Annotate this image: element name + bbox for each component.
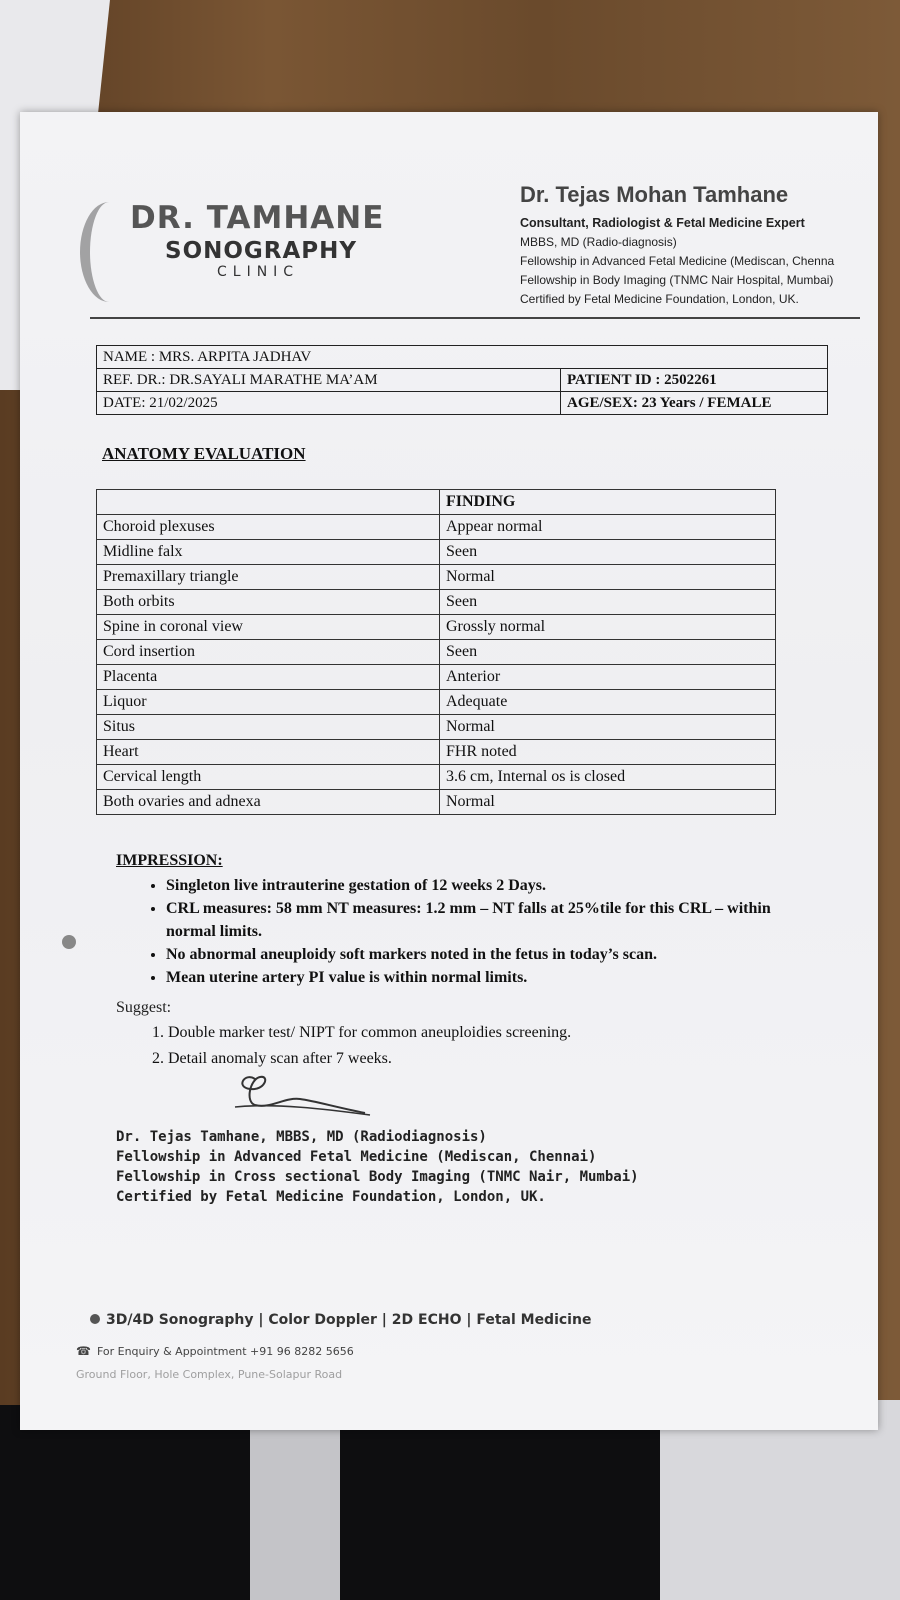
table-row <box>97 715 776 740</box>
anatomy-finding: Appear normal <box>440 515 776 540</box>
header-divider <box>90 317 860 319</box>
table-header-blank <box>97 490 440 515</box>
doctor-degree: MBBS, MD (Radio-diagnosis) <box>520 235 677 249</box>
list-item: 1. Double marker test/ NIPT for common aneuploidies screening. <box>168 1020 571 1046</box>
services-icon <box>90 1314 100 1324</box>
doctor-fellowship-2: Fellowship in Body Imaging (TNMC Nair Hospital, Mumbai) <box>520 273 834 287</box>
table-row <box>97 790 776 815</box>
signature-line-3: Fellowship in Cross sectional Body Imaging (TNMC Nair, Mumbai) <box>116 1169 639 1185</box>
signature-line-2: Fellowship in Advanced Fetal Medicine (Mediscan, Chennai) <box>116 1149 597 1165</box>
doctor-signature <box>215 1067 375 1127</box>
list-item: • Singleton live intrauterine gestation of 12 weeks 2 Days. <box>166 874 796 897</box>
anatomy-finding: Seen <box>440 540 776 565</box>
clinic-name-line1: DR. TAMHANE <box>130 200 385 236</box>
doctor-fellowship-1: Fellowship in Advanced Fetal Medicine (Mediscan, Chenna <box>520 254 835 268</box>
doctor-header <box>520 182 860 309</box>
list-item: 2. Detail anomaly scan after 7 weeks. <box>168 1046 571 1072</box>
table-row <box>97 515 776 540</box>
anatomy-item: Placenta <box>97 665 440 690</box>
table-row <box>97 590 776 615</box>
referring-doctor: REF. DR.: DR.SAYALI MARATHE MA’AM <box>97 369 561 392</box>
footer-address: Ground Floor, Hole Complex, Pune-Solapur Road <box>76 1368 343 1381</box>
anatomy-item: Cervical length <box>97 765 440 790</box>
patient-age-sex: AGE/SEX: 23 Years / FEMALE <box>561 392 828 415</box>
anatomy-finding: Adequate <box>440 690 776 715</box>
footer-services <box>90 1312 591 1328</box>
anatomy-item: Spine in coronal view <box>97 615 440 640</box>
anatomy-item: Premaxillary triangle <box>97 565 440 590</box>
anatomy-title: ANATOMY EVALUATION <box>102 444 306 463</box>
table-row <box>97 740 776 765</box>
floor-light-strip <box>250 1410 340 1600</box>
signature-line-1: Dr. Tejas Tamhane, MBBS, MD (Radiodiagnosis) <box>116 1129 487 1145</box>
report-paper <box>20 112 878 1430</box>
anatomy-finding: Grossly normal <box>440 615 776 640</box>
doctor-name: Dr. Tejas Mohan Tamhane <box>520 182 789 207</box>
list-item: • Mean uterine artery PI value is within normal limits. <box>166 966 796 989</box>
table-row <box>97 665 776 690</box>
anatomy-finding: Normal <box>440 790 776 815</box>
anatomy-finding: 3.6 cm, Internal os is closed <box>440 765 776 790</box>
anatomy-item: Situs <box>97 715 440 740</box>
floor-light <box>660 1400 900 1600</box>
table-row <box>97 540 776 565</box>
anatomy-item: Both ovaries and adnexa <box>97 790 440 815</box>
clinic-name-line2: SONOGRAPHY <box>165 238 358 264</box>
report-date: DATE: 21/02/2025 <box>97 392 561 415</box>
footer-services-text: 3D/4D Sonography | Color Doppler | 2D ECHO | Fetal Medicine <box>106 1312 592 1328</box>
list-item: • CRL measures: 58 mm NT measures: 1.2 mm – NT falls at 25%tile for this CRL – within normal limits. <box>166 897 796 943</box>
doctor-certified: Certified by Fetal Medicine Foundation, London, UK. <box>520 292 799 306</box>
anatomy-finding: Seen <box>440 640 776 665</box>
impression-title: IMPRESSION: <box>116 852 223 869</box>
footer-enquiry <box>76 1344 354 1358</box>
anatomy-finding: Anterior <box>440 665 776 690</box>
table-header-row <box>97 490 776 515</box>
anatomy-finding: Seen <box>440 590 776 615</box>
anatomy-finding: FHR noted <box>440 740 776 765</box>
table-row <box>97 615 776 640</box>
doctor-title: Consultant, Radiologist & Fetal Medicine Expert <box>520 216 805 230</box>
table-row <box>97 690 776 715</box>
clinic-name-line3: CLINIC <box>217 264 300 280</box>
anatomy-item: Liquor <box>97 690 440 715</box>
suggest-list <box>150 1020 571 1072</box>
anatomy-item: Both orbits <box>97 590 440 615</box>
anatomy-item: Cord insertion <box>97 640 440 665</box>
table-header-finding: FINDING <box>440 490 776 515</box>
anatomy-table <box>96 489 776 815</box>
table-row <box>97 640 776 665</box>
patient-id: PATIENT ID : 2502261 <box>561 369 828 392</box>
anatomy-item: Heart <box>97 740 440 765</box>
patient-info-table <box>96 345 828 415</box>
anatomy-item: Midline falx <box>97 540 440 565</box>
signature-line-4: Certified by Fetal Medicine Foundation, London, UK. <box>116 1189 546 1205</box>
signature-block <box>116 1127 639 1207</box>
patient-name: NAME : MRS. ARPITA JADHAV <box>97 346 828 369</box>
suggest-title: Suggest: <box>116 999 172 1016</box>
table-row <box>97 565 776 590</box>
anatomy-item: Choroid plexuses <box>97 515 440 540</box>
footer-enquiry-text: For Enquiry & Appointment +91 96 8282 5656 <box>96 1345 354 1358</box>
phone-icon: ☎ <box>76 1344 91 1358</box>
anatomy-finding: Normal <box>440 715 776 740</box>
anatomy-finding: Normal <box>440 565 776 590</box>
list-item: • No abnormal aneuploidy soft markers noted in the fetus in today’s scan. <box>166 943 796 966</box>
punch-hole <box>62 935 76 949</box>
impression-list <box>148 874 796 989</box>
table-row <box>97 765 776 790</box>
